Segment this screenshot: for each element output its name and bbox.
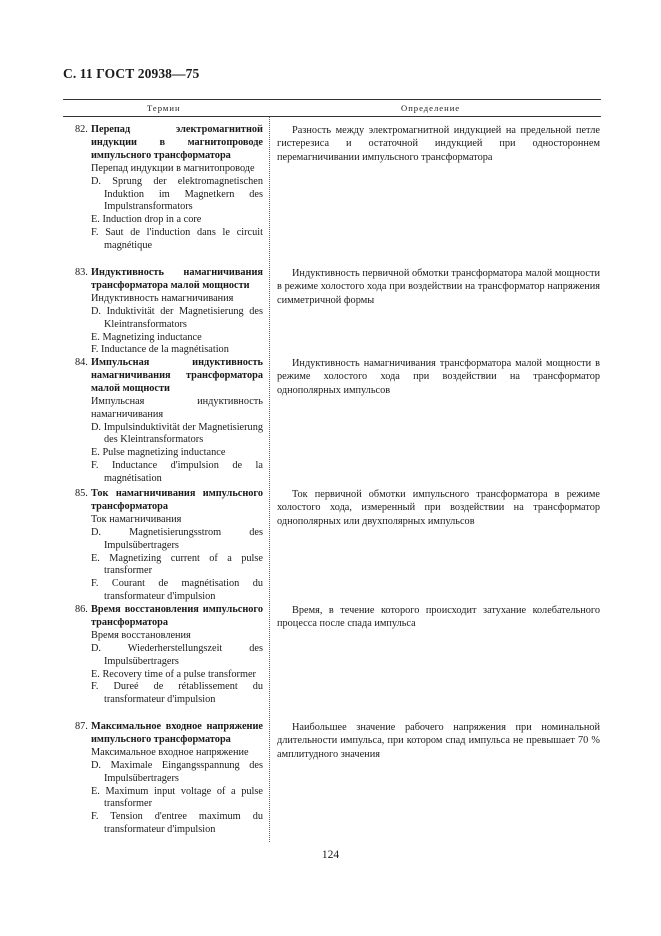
term-number: 82. bbox=[75, 124, 88, 135]
term-short: Время восстановления bbox=[91, 629, 191, 641]
definition-cell: Время, в течение которого происходит затухание колебательного процесса после спада импульса bbox=[277, 605, 600, 630]
column-divider bbox=[269, 117, 270, 842]
page-header: С. 11 ГОСТ 20938—75 bbox=[63, 66, 200, 81]
term-en: E. Recovery time of a pulse transformer bbox=[91, 668, 256, 680]
term-de: D. Induktivität der Magnetisierung des Kleintransformators bbox=[91, 305, 263, 330]
term-fr: F. Tension d'entree maximum du transformateur d'impulsion bbox=[91, 811, 263, 836]
term-number: 85. bbox=[75, 488, 88, 499]
term-en: E. Magnetizing inductance bbox=[91, 331, 202, 343]
term-fr: F. Courant de magnétisation du transformateur d'impulsion bbox=[91, 578, 263, 603]
term-de: D. Sprung der elektromagnetischen Induktion im Magnetkern des Impulstransformators bbox=[91, 175, 263, 213]
term-number: 83. bbox=[75, 267, 88, 278]
term-short: Ток намагничивания bbox=[91, 513, 182, 525]
term-number: 84. bbox=[75, 357, 88, 368]
term-name: Ток намагничивания импульсного трансформатора bbox=[91, 488, 263, 512]
term-short: Максимальное входное напряжение bbox=[91, 746, 249, 758]
definition-cell: Ток первичной обмотки импульсного трансформатора в режиме холостого хода, измеренный при воздействии на трансформатор однополярных или двухполярных импульсов bbox=[277, 489, 600, 527]
term-en: E. Induction drop in a core bbox=[91, 214, 202, 226]
definition-cell: Индуктивность намагничивания трансформатора малой мощности в режиме холостого хода при воздействии на трансформатор однополярных импульсов bbox=[277, 358, 600, 396]
term-short: Импульсная индуктивность намагничивания bbox=[91, 395, 263, 420]
term-name: Максимальное входное напряжение импульсного трансформатора bbox=[91, 721, 263, 745]
term-de: D. Impulsinduktivität der Magnetisierung des Kleintransformators bbox=[91, 421, 263, 446]
term-cell bbox=[63, 124, 263, 253]
table-top-rule bbox=[63, 99, 601, 100]
term-short: Перепад индукции в магнитопроводе bbox=[91, 162, 255, 174]
page-number: 124 bbox=[321, 849, 340, 861]
term-name: Индуктивность намагничивания трансформатора малой мощности bbox=[91, 267, 263, 291]
term-en: E. Maximum input voltage of a pulse transformer bbox=[91, 785, 263, 810]
term-de: D. Maximale Eingangsspannung des Impulsübertragers bbox=[91, 759, 263, 784]
term-number: 87. bbox=[75, 721, 88, 732]
term-en: E. Pulse magnetizing inductance bbox=[91, 447, 226, 459]
column-header-term: Термин bbox=[147, 103, 181, 113]
term-cell bbox=[63, 488, 263, 604]
term-cell bbox=[63, 357, 263, 486]
term-fr: F. Saut de l'induction dans le circuit magnétique bbox=[91, 227, 263, 252]
term-fr: F. Dureé de rétablissement du transformateur d'impulsion bbox=[91, 681, 263, 706]
term-cell bbox=[63, 721, 263, 837]
table-header-rule bbox=[63, 116, 601, 117]
term-name: Импульсная индуктивность намагничивания трансформатора малой мощности bbox=[91, 357, 263, 394]
term-number: 86. bbox=[75, 604, 88, 615]
definition-cell: Наибольшее значение рабочего напряжения при номинальной длительности импульса, при котором спад импульса не превышает 70 % амплитудного значения bbox=[277, 722, 600, 760]
definition-cell: Индуктивность первичной обмотки трансформатора малой мощности в режиме холостого хода при воздействии на трансформатор напряжения симметричной формы bbox=[277, 268, 600, 306]
column-header-definition: Определение bbox=[401, 103, 461, 113]
term-fr: F. Inductance d'impulsion de la magnétisation bbox=[91, 460, 263, 485]
term-de: D. Magnetisierungsstrom des Impulsübertragers bbox=[91, 526, 263, 551]
term-en: E. Magnetizing current of a pulse transformer bbox=[91, 552, 263, 577]
term-cell bbox=[63, 604, 263, 707]
term-cell bbox=[63, 267, 263, 357]
definition-cell: Разность между электромагнитной индукцией на предельной петле гистерезиса и остаточной индукцией при одностороннем перемагничивании импульсного трансформатора bbox=[277, 125, 600, 163]
term-name: Время восстановления импульсного трансформатора bbox=[91, 604, 263, 628]
term-name: Перепад электромагнитной индукции в магнитопроводе импульсного трансформатора bbox=[91, 124, 263, 161]
term-short: Индуктивность намагничивания bbox=[91, 292, 234, 304]
term-fr: F. Inductance de la magnétisation bbox=[91, 344, 229, 356]
term-de: D. Wiederherstellungszeit des Impulsübertragers bbox=[91, 642, 263, 667]
